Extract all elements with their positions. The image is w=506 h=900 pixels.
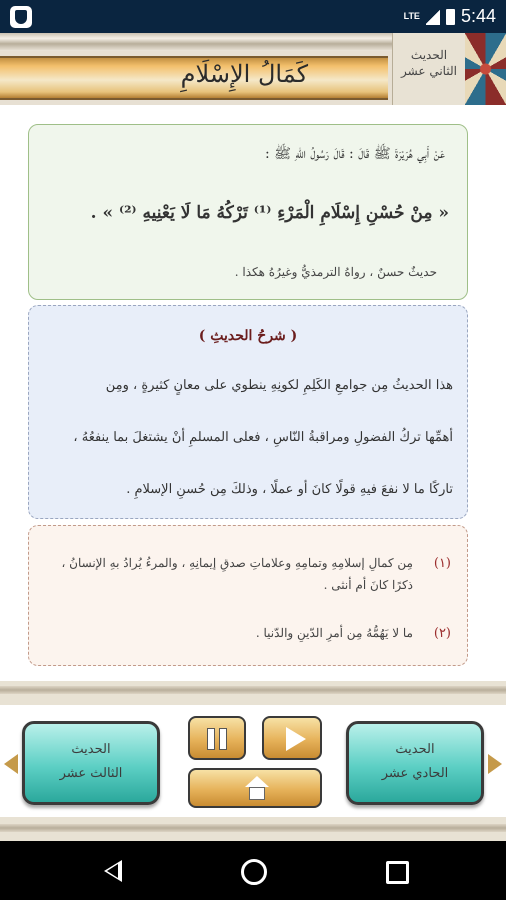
title-bar	[0, 56, 388, 100]
arrow-left-icon	[4, 754, 18, 774]
system-nav-bar	[0, 841, 506, 900]
footnote-text: مِن كمالِ إسلامِهِ وتمامِهِ وعلاماتِ صدقِ إيمانِهِ ، والمرءُ يُرادُ بهِ الإنسانُ ، ذكرًا كانَ أم أنثى .	[61, 556, 413, 592]
explanation-panel	[28, 305, 468, 519]
home-button[interactable]	[188, 768, 322, 808]
play-button[interactable]	[262, 716, 322, 760]
footer-stripe	[0, 824, 506, 832]
explanation-line: هذا الحديثُ مِن جوامعِ الكَلِمِ لكونِهِ ينطوي على معانٍ كثيرةٍ ، ومِن	[105, 378, 453, 393]
footnote-text: ما لا يَهُمُّهُ مِن أمرِ الدّينِ والدّنيا .	[255, 626, 413, 640]
previous-hadith-label-2: الحادي عشر	[381, 766, 449, 781]
explanation-line: أهمِّها تركُ الفضولِ ومراقبةُ النّاسِ ، فعلى المسلمِ أنْ يشتغلَ بما ينفعُهُ ،	[73, 430, 453, 445]
previous-hadith-label-1: الحديث	[395, 742, 435, 757]
hadith-text: « مِنْ حُسْنِ إِسْلَامِ الْمَرْءِ ⁽¹⁾ تَرْكُهُ مَا لَا يَعْنِيهِ ⁽²⁾ » .	[90, 203, 449, 223]
badge-line-1: الحديث	[410, 48, 448, 62]
play-icon	[286, 727, 306, 751]
mosaic-ornament	[465, 33, 506, 105]
battery-icon	[446, 9, 455, 25]
shield-icon	[10, 6, 32, 28]
hadith-narration: عَنْ أَبِي هُرَيْرَةَ ﷺ قَالَ : قَالَ رَسُولُ اللهِ ﷺ :	[264, 146, 445, 162]
header-stripe	[0, 33, 392, 51]
arrow-right-icon	[488, 754, 502, 774]
hadith-panel	[28, 124, 468, 300]
explanation-line: تاركًا ما لا نفعَ فيهِ قولًا كانَ أو عملًا ، وذلكَ مِن حُسنِ الإسلامِ .	[126, 482, 453, 497]
page-title: كَمَالُ الإِسْلَامِ	[180, 60, 308, 88]
previous-hadith-button[interactable]	[346, 721, 484, 805]
signal-icon	[426, 9, 440, 25]
home-icon	[244, 776, 270, 802]
recents-icon[interactable]	[386, 861, 409, 884]
footnote-number: (٢)	[433, 626, 451, 641]
home-circle-icon[interactable]	[241, 859, 267, 885]
explanation-title: ( شرحُ الحديثِ )	[198, 328, 298, 344]
status-indicators	[404, 6, 496, 27]
footnote-number: (١)	[433, 556, 451, 571]
hadith-number-badge	[392, 33, 466, 105]
next-hadith-button[interactable]	[22, 721, 160, 805]
status-bar	[0, 0, 506, 33]
network-label: LTE	[403, 11, 420, 21]
hadith-grading: حديثٌ حسنٌ ، رواهُ الترمذيُّ وغيرُهُ هكذا .	[234, 265, 437, 279]
footnotes-panel	[28, 525, 468, 666]
next-hadith-label-2: الثالث عشر	[59, 766, 123, 781]
back-icon[interactable]	[104, 860, 122, 882]
pause-button[interactable]	[188, 716, 246, 760]
next-hadith-label-1: الحديث	[71, 742, 111, 757]
badge-line-2: الثاني عشر	[401, 64, 457, 78]
clock: 5:44	[460, 6, 496, 26]
footer-stripe	[0, 686, 506, 694]
